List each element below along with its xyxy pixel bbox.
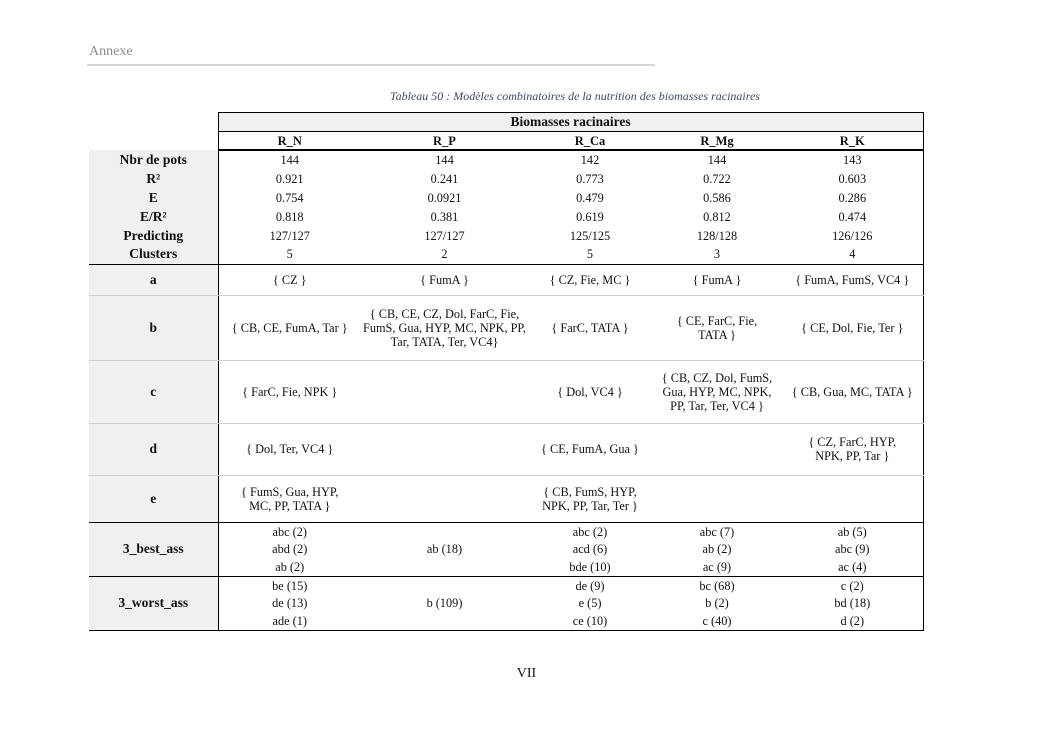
- cell: { CB, FumS, HYP, NPK, PP, Tar, Ter }: [542, 484, 638, 513]
- cell: [361, 558, 528, 576]
- stat-row: [89, 207, 923, 226]
- cell: { FarC, Fie, NPK }: [218, 360, 361, 423]
- row-label: Clusters: [89, 245, 218, 264]
- cell: abc (2): [218, 522, 361, 540]
- cell: { FarC, TATA }: [528, 295, 652, 360]
- cell: 0.722: [703, 172, 731, 187]
- column-header: R_N: [218, 132, 361, 151]
- page-number: VII: [516, 666, 537, 681]
- cluster-row: [89, 423, 923, 475]
- cell: [652, 475, 782, 522]
- row-label: 3_best_ass: [89, 522, 218, 576]
- cell: ab (18): [426, 542, 463, 557]
- cell: bde (10): [569, 560, 611, 575]
- row-label: a: [89, 264, 218, 295]
- cell: 0.0921: [427, 190, 462, 205]
- cell: 0.603: [782, 170, 923, 189]
- cell: { CB, CE, CZ, Dol, FarC, Fie, FumS, Gua, HYP, MC, NPK, PP, Tar, TATA, Ter, VC4}: [361, 295, 528, 360]
- cell: [361, 423, 528, 475]
- cell: 125/125: [569, 228, 611, 243]
- stat-row: [89, 170, 923, 189]
- cell: { FumA }: [652, 264, 782, 295]
- cell: abc (9): [782, 540, 923, 558]
- cell: { CZ }: [218, 264, 361, 295]
- stat-row: [89, 226, 923, 245]
- cell: { CZ, Fie, MC }: [528, 264, 652, 295]
- cell: 2: [441, 247, 448, 262]
- cell: 5: [586, 247, 594, 262]
- cell: ce (10): [528, 612, 652, 630]
- cell: 144: [707, 153, 727, 168]
- cell: { FumS, Gua, HYP, MC, PP, TATA }: [218, 475, 361, 522]
- cell: 3: [713, 247, 721, 262]
- cell: 0.754: [218, 189, 361, 208]
- row-label: Predicting: [89, 226, 218, 245]
- stat-row: [89, 245, 923, 264]
- cell: abc (7): [652, 522, 782, 540]
- cell: { CZ, FarC, HYP, NPK, PP, Tar }: [782, 423, 923, 475]
- corner-cell: [89, 132, 218, 151]
- cell: 0.474: [782, 207, 923, 226]
- cluster-row: [89, 360, 923, 423]
- cell: { FumA, FumS, VC4 }: [782, 264, 923, 295]
- cell: 0.773: [576, 172, 604, 187]
- worst-row: [89, 576, 923, 594]
- cell: c (2): [782, 576, 923, 594]
- cell: be (15): [218, 576, 361, 594]
- cluster-row: [89, 475, 923, 522]
- stat-row: [89, 150, 923, 170]
- row-label: e: [89, 475, 218, 522]
- cell: abd (2): [218, 540, 361, 558]
- cell: { Dol, Ter, VC4 }: [218, 423, 361, 475]
- row-label: c: [89, 360, 218, 423]
- cell: 144: [435, 153, 454, 168]
- cell: abc (2): [528, 522, 652, 540]
- cell: { Dol, VC4 }: [528, 360, 652, 423]
- cell: { CE, FarC, Fie, TATA }: [652, 295, 782, 360]
- cell: { FumA }: [361, 264, 528, 295]
- cell: 142: [580, 153, 600, 168]
- cell: 0.586: [703, 190, 731, 205]
- column-header: R_K: [782, 132, 923, 151]
- cell: ab (2): [702, 542, 732, 557]
- cell: 0.241: [430, 172, 459, 187]
- best-row: [89, 522, 923, 540]
- cell: 4: [782, 245, 923, 264]
- cell: [782, 475, 923, 522]
- cell: de (9): [528, 576, 652, 594]
- cell: b (2): [705, 596, 729, 611]
- cell: [361, 576, 528, 594]
- cell: ac (4): [782, 558, 923, 576]
- corner-cell: [89, 113, 218, 132]
- cell: { CB, CZ, Dol, FumS, Gua, HYP, MC, NPK, PP, Tar, Ter, VC4 }: [652, 360, 782, 423]
- cell: b (109): [426, 596, 463, 611]
- column-header: R_P: [361, 132, 528, 151]
- cell: { CB, Gua, MC, TATA }: [782, 360, 923, 423]
- results-table: [89, 112, 924, 631]
- row-label: E: [89, 189, 218, 208]
- row-label: R²: [89, 170, 218, 189]
- cell: [652, 423, 782, 475]
- stat-row: [89, 189, 923, 208]
- table-caption: Tableau 50 : Modèles combinatoires de la nutrition des biomasses racinaires: [390, 89, 760, 103]
- row-label: b: [89, 295, 218, 360]
- cell: ade (1): [218, 612, 361, 630]
- cell: [361, 522, 528, 540]
- cell: bc (68): [652, 576, 782, 594]
- cell: de (13): [218, 594, 361, 612]
- cell: 127/127: [424, 228, 465, 243]
- cell: 0.381: [430, 209, 459, 224]
- cell: 0.286: [782, 189, 923, 208]
- cell: 128/128: [696, 228, 738, 243]
- cell: acd (6): [572, 542, 608, 557]
- cell: { CE, FumA, Gua }: [528, 423, 652, 475]
- column-header: R_Ca: [528, 132, 652, 151]
- cell: [361, 475, 528, 522]
- cell: 5: [218, 245, 361, 264]
- cluster-row: [89, 295, 923, 360]
- row-label: d: [89, 423, 218, 475]
- cell: 127/127: [218, 226, 361, 245]
- row-label: E/R²: [89, 207, 218, 226]
- header-rule: [87, 64, 655, 66]
- cell: 0.619: [576, 209, 604, 224]
- cell: { CE, Dol, Fie, Ter }: [782, 295, 923, 360]
- header-label: Annexe: [89, 44, 133, 59]
- cell: d (2): [782, 612, 923, 630]
- row-label: Nbr de pots: [89, 150, 218, 170]
- group-title: Biomasses racinaires: [218, 113, 923, 132]
- cell: c (40): [652, 612, 782, 630]
- cell: e (5): [578, 596, 602, 611]
- cell: 0.818: [218, 207, 361, 226]
- cluster-row: [89, 264, 923, 295]
- cell: ab (5): [782, 522, 923, 540]
- cell: [361, 612, 528, 630]
- cell: ac (9): [702, 560, 732, 575]
- cell: 143: [782, 150, 923, 170]
- column-header: R_Mg: [652, 132, 782, 151]
- row-label: 3_worst_ass: [89, 576, 218, 630]
- cell: 0.812: [703, 209, 731, 224]
- cell: { CB, CE, FumA, Tar }: [218, 295, 361, 360]
- cell: ab (2): [218, 558, 361, 576]
- cell: bd (18): [782, 594, 923, 612]
- cell: 0.479: [576, 190, 604, 205]
- cell: 144: [218, 150, 361, 170]
- cell: 0.921: [218, 170, 361, 189]
- cell: [361, 360, 528, 423]
- cell: 126/126: [782, 226, 923, 245]
